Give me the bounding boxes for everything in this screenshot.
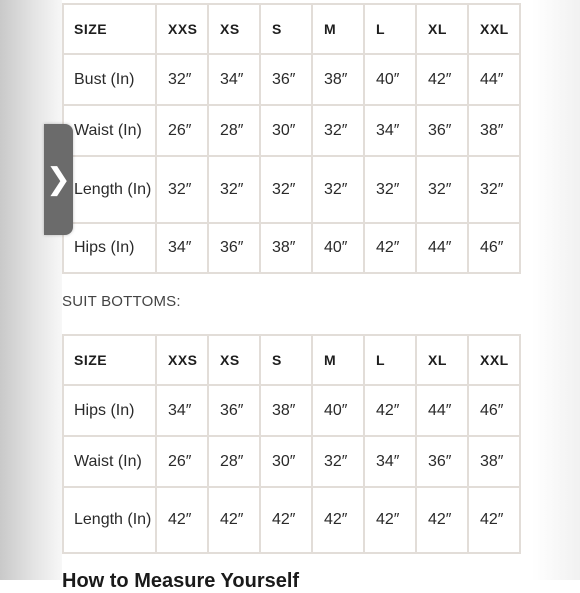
table-cell: 32″ [312,105,364,156]
header-m: M [312,335,364,385]
row-label: Waist (In) [63,436,156,487]
table-cell: 42″ [416,487,468,553]
table-row [63,385,520,436]
table-cell: 42″ [416,54,468,105]
table-cell: 40″ [312,385,364,436]
header-l: L [364,4,416,54]
table-cell: 42″ [312,487,364,553]
header-xl: XL [416,335,468,385]
table-row [63,223,520,273]
table-cell: 42″ [364,487,416,553]
table-cell: 34″ [364,105,416,156]
table-cell: 44″ [468,54,520,105]
table-cell: 32″ [208,156,260,223]
table-cell: 32″ [312,436,364,487]
row-label: Length (In) [63,156,156,223]
table-cell: 36″ [260,54,312,105]
table-cell: 38″ [260,385,312,436]
table-cell: 32″ [364,156,416,223]
measure-guide-heading: How to Measure Yourself [62,570,300,592]
expand-panel-button[interactable] [44,124,73,235]
table-row [63,436,520,487]
table-cell: 38″ [312,54,364,105]
table-header-row [63,4,520,54]
row-label: Waist (In) [63,105,156,156]
table-cell: 38″ [260,223,312,273]
header-xxl: XXL [468,4,520,54]
table-cell: 26″ [156,436,208,487]
table-header-row [63,335,520,385]
header-xl: XL [416,4,468,54]
table-cell: 42″ [156,487,208,553]
tops-size-table [62,3,521,274]
table-cell: 46″ [468,385,520,436]
header-xxs: XXS [156,4,208,54]
table-cell: 36″ [416,436,468,487]
table-cell: 30″ [260,436,312,487]
table-cell: 30″ [260,105,312,156]
table-cell: 44″ [416,223,468,273]
row-label: Hips (In) [63,385,156,436]
header-xxs: XXS [156,335,208,385]
right-edge-shadow [532,0,580,580]
table-cell: 42″ [364,223,416,273]
table-cell: 40″ [312,223,364,273]
table-row [63,487,520,553]
table-cell: 42″ [468,487,520,553]
table-cell: 38″ [468,436,520,487]
row-label: Bust (In) [63,54,156,105]
table-cell: 44″ [416,385,468,436]
table-cell: 42″ [260,487,312,553]
left-edge-shadow [0,0,62,580]
header-xs: XS [208,4,260,54]
table-row [63,105,520,156]
header-s: S [260,4,312,54]
table-cell: 46″ [468,223,520,273]
header-s: S [260,335,312,385]
table-cell: 26″ [156,105,208,156]
section-label-suit-bottoms: SUIT BOTTOMS: [62,293,181,310]
table-cell: 36″ [416,105,468,156]
table-cell: 32″ [312,156,364,223]
table-cell: 32″ [468,156,520,223]
table-cell: 32″ [416,156,468,223]
header-m: M [312,4,364,54]
table-cell: 34″ [208,54,260,105]
table-cell: 34″ [364,436,416,487]
table-cell: 34″ [156,385,208,436]
bottoms-size-table [62,334,521,554]
table-cell: 32″ [156,54,208,105]
table-cell: 32″ [260,156,312,223]
header-size: SIZE [63,335,156,385]
table-cell: 36″ [208,385,260,436]
table-cell: 28″ [208,105,260,156]
table-row [63,156,520,223]
header-xs: XS [208,335,260,385]
row-label: Length (In) [63,487,156,553]
header-xxl: XXL [468,335,520,385]
row-label: Hips (In) [63,223,156,273]
header-size: SIZE [63,4,156,54]
header-l: L [364,335,416,385]
table-cell: 32″ [156,156,208,223]
table-cell: 38″ [468,105,520,156]
table-cell: 42″ [208,487,260,553]
table-cell: 28″ [208,436,260,487]
table-cell: 40″ [364,54,416,105]
table-cell: 36″ [208,223,260,273]
table-row [63,54,520,105]
chevron-right-icon: ❯ [45,161,72,197]
table-cell: 34″ [156,223,208,273]
table-cell: 42″ [364,385,416,436]
